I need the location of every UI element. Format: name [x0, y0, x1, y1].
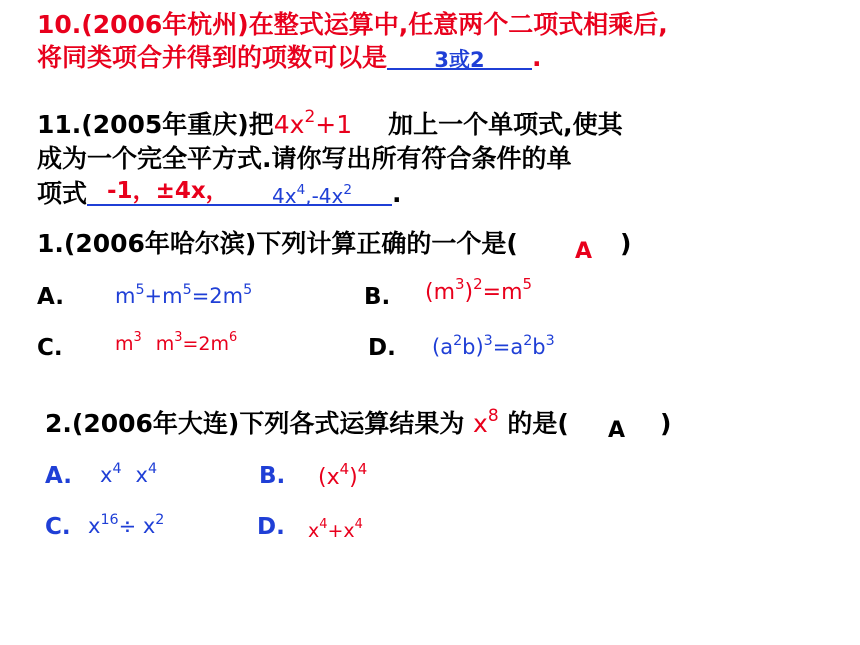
p1-option-a: $m^5+m^5=2m^5$ — [115, 281, 253, 308]
q11-answer-2a-exp: 4 — [296, 181, 306, 198]
p1-option-c: $m^3$ $m^3=2m^6$ — [115, 330, 238, 355]
q10-end: . — [532, 43, 542, 72]
q11-answer-2b: ,-4x — [305, 184, 344, 208]
q10-line2 — [37, 44, 542, 70]
q11-line1 — [37, 106, 623, 139]
p2-target-expression: $x^8$ — [473, 405, 499, 438]
q11-answer-blank — [87, 180, 392, 206]
p2-option-a: $x^4$ $x^4$ — [100, 460, 158, 487]
p2-question-text: 2.(2006年大连)下列各式运算结果为 — [45, 409, 465, 438]
p2-option-c-label: C. — [45, 514, 71, 540]
p2-option-d-label: D. — [257, 514, 285, 540]
q10-answer: 3或2 — [434, 48, 485, 72]
p2-option-c: $x^{16}\div x^2$ — [88, 511, 165, 538]
p2-answer: A — [608, 418, 626, 443]
p2-option-b: $(x^4)^4$ — [318, 460, 368, 490]
q11-answer-1: -1，±4x， — [107, 178, 229, 204]
q11-line3 — [37, 180, 402, 206]
p2-option-d: $x^4+x^4$ — [308, 517, 363, 542]
p1-option-b-label: B. — [364, 284, 391, 310]
q11-line2: 成为一个完全平方式.请你写出所有符合条件的单 — [37, 144, 572, 173]
p2-option-a-label: A. — [45, 463, 72, 489]
p1-answer: A — [575, 239, 593, 264]
p1-option-c-label: C. — [37, 335, 63, 361]
q11-suffix: 加上一个单项式,使其 — [388, 110, 623, 139]
q11-expr-base: 4x — [273, 110, 305, 139]
q10-answer-blank — [387, 44, 532, 70]
p1-option-d-label: D. — [368, 335, 396, 361]
q11-expression — [273, 106, 353, 139]
q11-prefix: 11.(2005年重庆)把 — [37, 110, 274, 139]
q10-line2-text: 将同类项合并得到的项数可以是 — [37, 43, 388, 72]
p2-question-end: 的是( — [507, 409, 569, 438]
q11-line3-text: 项式 — [37, 179, 88, 208]
p1-question: 1.(2006年哈尔滨)下列计算正确的一个是( — [37, 229, 518, 258]
q11-expr-rest: +1 — [315, 110, 353, 139]
q11-end: . — [392, 179, 402, 208]
q11-answer-2a: 4x — [272, 184, 297, 208]
p1-option-a-label: A. — [37, 284, 64, 310]
q11-expr-exp: 2 — [304, 106, 316, 127]
p1-option-b: $(m^3)^2=m^5$ — [425, 275, 533, 305]
p1-close-paren: ) — [620, 229, 632, 258]
p2-option-b-label: B. — [259, 463, 286, 489]
q11-answer-2b-exp: 2 — [343, 181, 353, 198]
p1-option-d: $(a^2b)^3=a^2b^3$ — [432, 332, 555, 359]
q11-answer-2 — [272, 181, 353, 208]
p2-close-paren: ) — [660, 409, 672, 438]
p2-question — [45, 405, 569, 438]
q10-line1: 10.(2006年杭州)在整式运算中,任意两个二项式相乘后, — [37, 10, 668, 39]
